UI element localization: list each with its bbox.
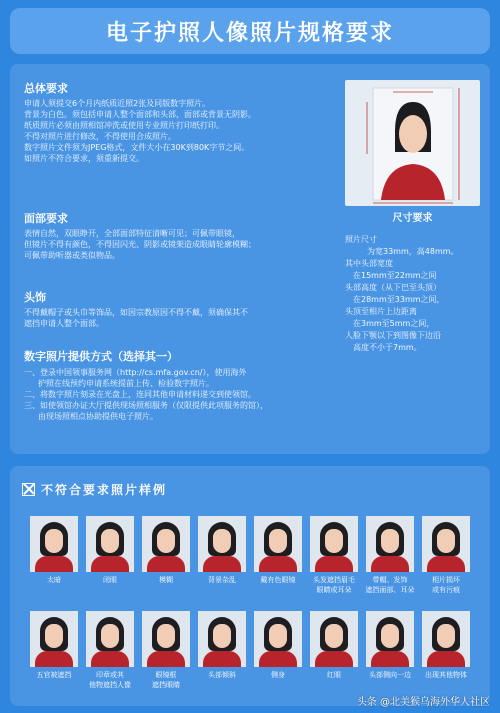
digital-line: 二、将数字照片刻录在光盘上，连同其他申请材料递交到使领馆。	[24, 390, 256, 399]
sample-label: 模糊	[159, 576, 173, 584]
size-line: 人脸下颚以下到图像下边沿	[345, 331, 441, 340]
digital-line: 三、如使领馆办证大厅提供现场照相服务（仅限提供此项服务的馆），	[24, 401, 268, 410]
size-line: 为宽33mm，高48mm。	[367, 247, 459, 256]
general-heading: 总体要求	[24, 82, 68, 95]
sample-thumbnail	[422, 516, 470, 572]
samples-row-1	[30, 516, 470, 595]
general-line: 背景为白色。须包括申请人整个面部和头部，面部或背景无阴影。	[24, 110, 256, 119]
headwear-line: 不得戴帽子或头巾等饰品，如因宗教原因不得不戴，须确保其不	[24, 308, 248, 317]
sample-item	[30, 611, 78, 690]
sample-item	[366, 611, 414, 690]
sample-item	[422, 516, 470, 595]
headwear-heading: 头饰	[24, 291, 46, 304]
face-heading: 面部要求	[24, 212, 68, 225]
sample-thumbnail	[310, 611, 358, 667]
headwear-line: 遮挡申请人整个面部。	[24, 319, 104, 328]
face-line: 可佩带助听器或类似物品。	[24, 251, 120, 260]
samples-row-2	[30, 611, 470, 690]
face-line: 表情自然，双眼睁开，全部面部特征清晰可见；可佩带眼镜，	[24, 229, 240, 238]
general-line: 如照片不符合要求，须重新提交。	[24, 154, 144, 163]
sample-label: 出现其他物体	[425, 671, 467, 679]
sample-thumbnail	[366, 611, 414, 667]
sample-thumbnail	[422, 611, 470, 667]
digital-heading: 数字照片提供方式（选择其一）	[24, 350, 178, 363]
digital-line: 护照在线预约申请系统提前上传、检验数字照片。	[38, 379, 214, 388]
size-line: 头顶至相片上边距离	[345, 307, 417, 316]
sample-thumbnail	[86, 611, 134, 667]
digital-text	[24, 367, 268, 422]
sample-item	[142, 516, 190, 595]
sample-item	[310, 516, 358, 595]
cross-box-icon	[22, 483, 35, 496]
watermark: 头条 @北美猴乌海外华人社区	[356, 697, 490, 708]
sample-label: 眼镜框 遮挡眼睛	[152, 671, 180, 689]
digital-line: 由现场照相点协助提供电子照片。	[38, 412, 158, 421]
sample-item	[366, 516, 414, 595]
headwear-text	[24, 307, 248, 329]
portrait-dimension-diagram	[345, 80, 480, 206]
sample-portrait	[345, 80, 480, 206]
page-title: 电子护照人像照片规格要求	[10, 8, 490, 54]
sample-item	[142, 611, 190, 690]
sample-thumbnail	[142, 516, 190, 572]
general-line: 纸质照片必须由照相馆冲洗或使用专业照片打印纸打印。	[24, 121, 224, 130]
digital-line: 一、登录中国领事服务网（http://cs.mfa.gov.cn/），使用海外	[24, 368, 247, 377]
sample-label: 印章或其 他物遮挡人像	[89, 671, 131, 689]
sample-thumbnail	[254, 611, 302, 667]
sample-item	[254, 516, 302, 595]
sample-label: 闭眼	[103, 576, 117, 584]
samples-heading: 不符合要求照片样例	[41, 483, 168, 497]
general-line: 不得对照片进行修改，不得使用合成照片。	[24, 132, 176, 141]
sample-label: 太暗	[47, 576, 61, 584]
sample-label: 戴有色眼镜	[260, 576, 296, 584]
sample-label: 头发遮挡眉毛 眼睛或耳朵	[313, 576, 355, 594]
sample-label: 五官被遮挡	[36, 671, 72, 679]
sample-label: 侧身	[271, 671, 285, 679]
sample-item	[254, 611, 302, 690]
sample-thumbnail	[310, 516, 358, 572]
sample-label: 头部侧向一边	[369, 671, 411, 679]
sample-label: 带帽、发饰 遮挡面部、耳朵	[365, 576, 415, 594]
sample-item	[198, 516, 246, 595]
size-line: 在15mm至22mm之间	[353, 271, 437, 280]
sample-thumbnail	[366, 516, 414, 572]
sample-thumbnail	[142, 611, 190, 667]
sample-item	[310, 611, 358, 690]
sample-thumbnail	[198, 611, 246, 667]
size-line: 高度不小于7mm。	[353, 343, 422, 352]
sample-thumbnail	[30, 611, 78, 667]
face-line: 但镜片不得有颜色，不得因闪光、阴影或镜架造成眼睛轮廓模糊；	[24, 240, 256, 249]
size-text	[345, 234, 490, 354]
sample-item	[86, 516, 134, 595]
sample-item	[86, 611, 134, 690]
sample-item	[422, 611, 470, 690]
size-line: 其中头部宽度	[345, 259, 393, 268]
general-line: 数字照片文件须为JPEG格式，文件大小在30K到80K字节之间。	[24, 143, 250, 152]
size-line: 头部高度（从下巴至头顶）	[345, 283, 441, 292]
sample-label: 相片损坏 或有污痕	[432, 576, 460, 594]
sample-label: 红眼	[327, 671, 341, 679]
samples-header	[22, 481, 167, 498]
sample-thumbnail	[198, 516, 246, 572]
sample-thumbnail	[86, 516, 134, 572]
size-line: 照片尺寸	[345, 235, 377, 244]
sample-thumbnail	[30, 516, 78, 572]
sample-label: 背景杂乱	[208, 576, 236, 584]
general-line: 申请人须提交6个月内纸质近照2张及同版数字照片。	[24, 99, 211, 108]
sample-label: 头部倾斜	[208, 671, 236, 679]
general-text	[24, 98, 256, 164]
size-line: 在28mm至33mm之间，	[353, 295, 445, 304]
size-line: 在3mm至5mm之间，	[353, 319, 435, 328]
sample-item	[30, 516, 78, 595]
face-text	[24, 228, 256, 261]
size-caption: 尺寸要求	[392, 213, 433, 224]
sample-item	[198, 611, 246, 690]
sample-thumbnail	[254, 516, 302, 572]
